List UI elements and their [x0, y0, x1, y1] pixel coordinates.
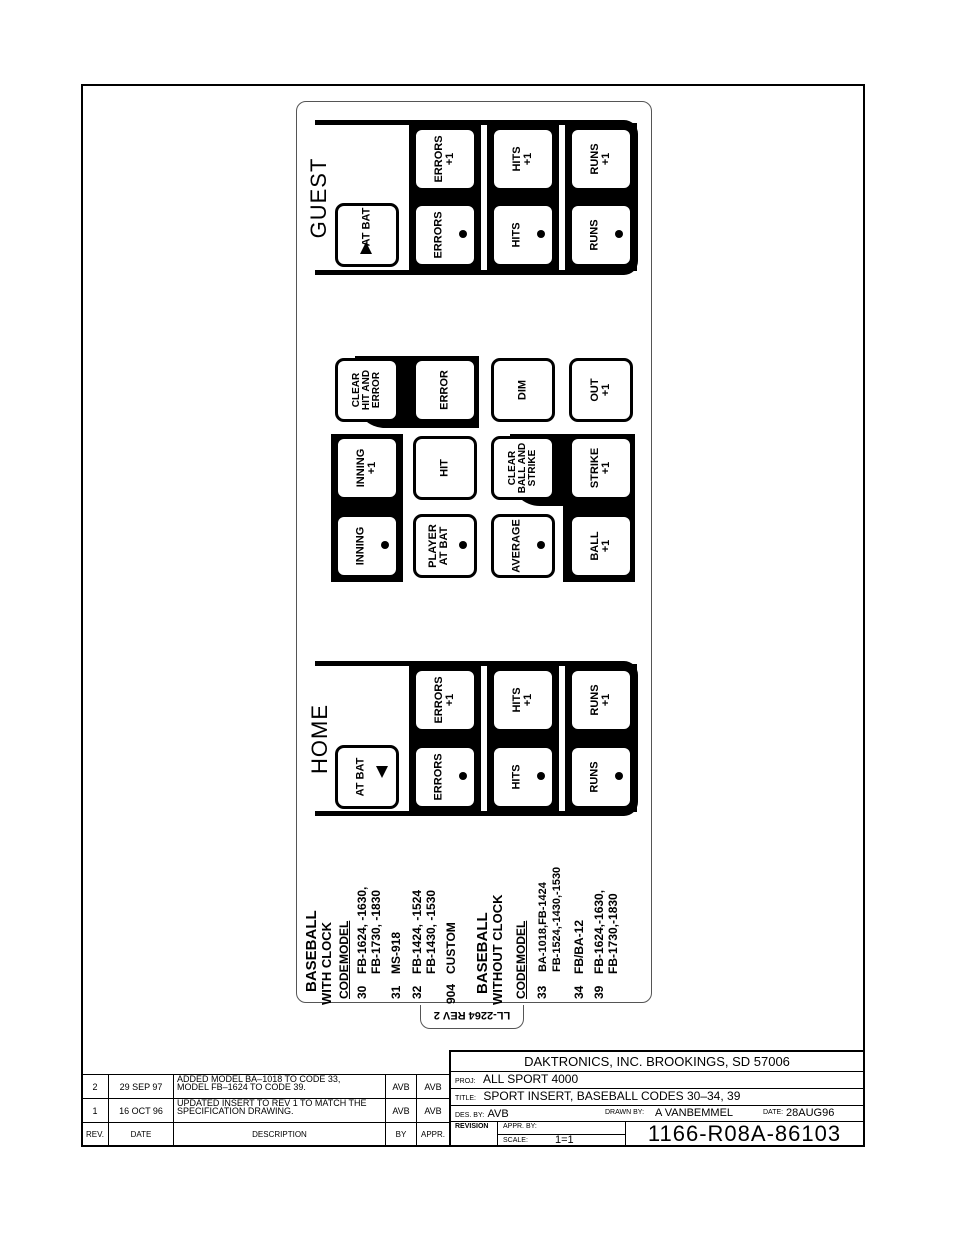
by-cell: AVB	[386, 1075, 417, 1099]
key-label: HITS +1	[511, 687, 534, 713]
inning-plus-key[interactable]	[335, 436, 399, 500]
legend-model: FB-1730,-1830	[606, 893, 620, 974]
legend-model: MS-918	[389, 931, 403, 974]
legend-model: FB-1424, -1524	[410, 889, 424, 974]
company-row	[451, 1052, 863, 1072]
dot-icon	[537, 772, 545, 780]
guest-title: GUEST	[306, 153, 332, 243]
hit-key[interactable]	[413, 436, 477, 500]
key-label: ERRORS +1	[433, 676, 456, 724]
revision-cell	[451, 1121, 498, 1145]
key-label: AT BAT	[360, 207, 373, 247]
rev-cell: 1	[82, 1099, 109, 1123]
legend-model-header: MODEL	[337, 920, 351, 964]
legend-code: 32	[410, 985, 424, 999]
title-label: TITLE:	[455, 1095, 477, 1102]
drawn-label: DRAWN BY:	[605, 1109, 645, 1116]
legend-code: 33	[535, 985, 549, 999]
appr-cell: AVB	[417, 1075, 450, 1099]
key-label: ERROR	[438, 370, 451, 410]
home-errors-plus-key[interactable]	[413, 668, 477, 732]
legend-code: 34	[572, 985, 586, 999]
guest-at-bat-key[interactable]	[335, 203, 399, 267]
scale-cell	[497, 1134, 626, 1145]
legend-model-header: MODEL	[514, 920, 528, 964]
guest-runs-plus-key[interactable]	[569, 127, 633, 191]
appr-cell	[497, 1121, 626, 1135]
legend-code: 30	[355, 985, 369, 999]
date-header: DATE	[109, 1123, 174, 1147]
strike-plus-key[interactable]	[569, 436, 633, 500]
desc-header: DESCRIPTION	[174, 1123, 386, 1147]
home-errors-key[interactable]	[413, 745, 477, 809]
appr-label: APPR. BY:	[503, 1123, 537, 1130]
dot-icon	[537, 230, 545, 238]
legend-model: FB-1524,-1430,-1530	[551, 866, 563, 972]
out-plus-key[interactable]	[569, 358, 633, 422]
dim-key[interactable]	[491, 358, 555, 422]
key-label: BALL +1	[589, 531, 612, 561]
key-label: RUNS	[588, 761, 601, 793]
dot-icon	[615, 772, 623, 780]
key-label: STRIKE +1	[589, 447, 612, 489]
legend-title: BASEBALL	[474, 912, 491, 994]
home-runs-plus-key[interactable]	[569, 668, 633, 732]
legend-code: 39	[592, 985, 606, 999]
legend-model: FB-1730, -1830	[369, 889, 383, 974]
key-label: HIT	[438, 459, 451, 477]
clear-ball-and-strike-key[interactable]	[491, 436, 555, 500]
arrow-right-icon	[360, 242, 372, 254]
drawing-number: 1166-R08A-86103	[647, 1121, 842, 1146]
legend-title: BASEBALL	[303, 910, 320, 992]
rev-header: REV.	[82, 1123, 109, 1147]
proj-label: PROJ:	[455, 1078, 476, 1085]
key-label: HITS +1	[511, 146, 534, 172]
legend-model: FB-1430, -1530	[424, 889, 438, 974]
date-value: 28AUG96	[786, 1107, 835, 1119]
desc-cell: UPDATED INSERT TO REV 1 TO MATCH THE SPECIFICATION DRAWING.	[174, 1099, 386, 1123]
desc-cell: ADDED MODEL BA–1018 TO CODE 33, MODEL FB–1624 TO CODE 39.	[174, 1075, 386, 1099]
key-label: AVERAGE	[510, 519, 523, 573]
date-cell: 16 OCT 96	[109, 1099, 174, 1123]
title-value: SPORT INSERT, BASEBALL CODES 30–34, 39	[483, 1089, 741, 1103]
project-row	[451, 1071, 863, 1089]
key-label: ERRORS	[432, 753, 445, 801]
by-header: BY	[386, 1123, 417, 1147]
key-label: PLAYER AT BAT	[427, 524, 450, 568]
legend-code: 31	[389, 985, 403, 999]
home-hits-plus-key[interactable]	[491, 668, 555, 732]
key-label: RUNS +1	[589, 684, 612, 716]
inning-key[interactable]	[335, 514, 399, 578]
legend-model: CUSTOM	[444, 922, 458, 974]
clear-hit-and-error-key[interactable]	[335, 358, 399, 422]
key-label: ERRORS	[432, 211, 445, 259]
key-label: INNING	[354, 526, 367, 566]
error-key[interactable]	[413, 358, 477, 422]
key-label: HITS	[510, 764, 523, 790]
part-number-tab	[420, 1005, 524, 1029]
ball-plus-key[interactable]	[569, 514, 633, 578]
legend-code-header: CODE	[337, 964, 351, 999]
title-row	[451, 1088, 863, 1106]
key-label: OUT +1	[589, 378, 612, 402]
date-cell: 29 SEP 97	[109, 1075, 174, 1099]
des-label: DES. BY:	[455, 1112, 485, 1119]
key-label: RUNS +1	[589, 143, 612, 175]
scale-label: SCALE:	[503, 1137, 528, 1144]
table-row	[82, 1075, 450, 1099]
legend-subtitle: WITHOUT CLOCK	[490, 894, 505, 1005]
legend-code-header: CODE	[514, 964, 528, 999]
appr-cell: AVB	[417, 1099, 450, 1123]
legend-model: BA-1018,FB-1424	[537, 882, 549, 972]
guest-runs-key[interactable]	[569, 203, 633, 267]
revision-table	[81, 1074, 450, 1147]
date-label: DATE:	[763, 1109, 784, 1116]
dot-icon	[459, 541, 467, 549]
home-runs-key[interactable]	[569, 745, 633, 809]
arrow-left-icon	[376, 766, 388, 778]
dot-icon	[459, 230, 467, 238]
legend-model: FB-1624,-1630,	[592, 889, 606, 974]
player-at-bat-key[interactable]	[413, 514, 477, 578]
rev-cell: 2	[82, 1075, 109, 1099]
title-block	[449, 1050, 865, 1147]
proj-value: ALL SPORT 4000	[482, 1072, 579, 1086]
key-label: RUNS	[588, 219, 601, 251]
des-value: AVB	[487, 1108, 509, 1120]
drawing-number-cell	[626, 1121, 863, 1145]
legend-model: FB/BA-12	[572, 919, 586, 974]
revision-label: REVISION	[455, 1123, 489, 1130]
guest-errors-key[interactable]	[413, 203, 477, 267]
table-header-row	[82, 1123, 450, 1147]
appr-header: APPR.	[417, 1123, 450, 1147]
by-cell: AVB	[386, 1099, 417, 1123]
key-label: DIM	[516, 379, 529, 401]
drawn-value: A VANBEMMEL	[655, 1107, 734, 1119]
guest-hits-plus-key[interactable]	[491, 127, 555, 191]
home-title: HOME	[307, 699, 333, 779]
legend-code: 904	[444, 983, 458, 1004]
legend-subtitle: WITH CLOCK	[319, 921, 334, 1005]
dot-icon	[381, 541, 389, 549]
home-hits-key[interactable]	[491, 745, 555, 809]
legend-model: FB-1624, -1630,	[355, 886, 369, 974]
part-number-label: LL-2264 REV 2	[433, 1009, 511, 1021]
key-label: HITS	[510, 222, 523, 248]
key-label: ERRORS +1	[433, 135, 456, 183]
guest-hits-key[interactable]	[491, 203, 555, 267]
table-row	[82, 1099, 450, 1123]
dot-icon	[615, 230, 623, 238]
key-label: INNING +1	[355, 448, 378, 488]
designer-row	[451, 1105, 863, 1122]
dot-icon	[537, 541, 545, 549]
dot-icon	[459, 772, 467, 780]
home-at-bat-key[interactable]	[335, 745, 399, 809]
scale-value: 1=1	[555, 1134, 574, 1146]
average-key[interactable]	[491, 514, 555, 578]
guest-errors-plus-key[interactable]	[413, 127, 477, 191]
company-name: DAKTRONICS, INC. BROOKINGS, SD 57006	[524, 1054, 790, 1069]
key-label: CLEAR BALL AND STRIKE	[507, 442, 538, 494]
key-label: CLEAR HIT AND ERROR	[351, 369, 382, 411]
key-label: AT BAT	[354, 757, 367, 797]
